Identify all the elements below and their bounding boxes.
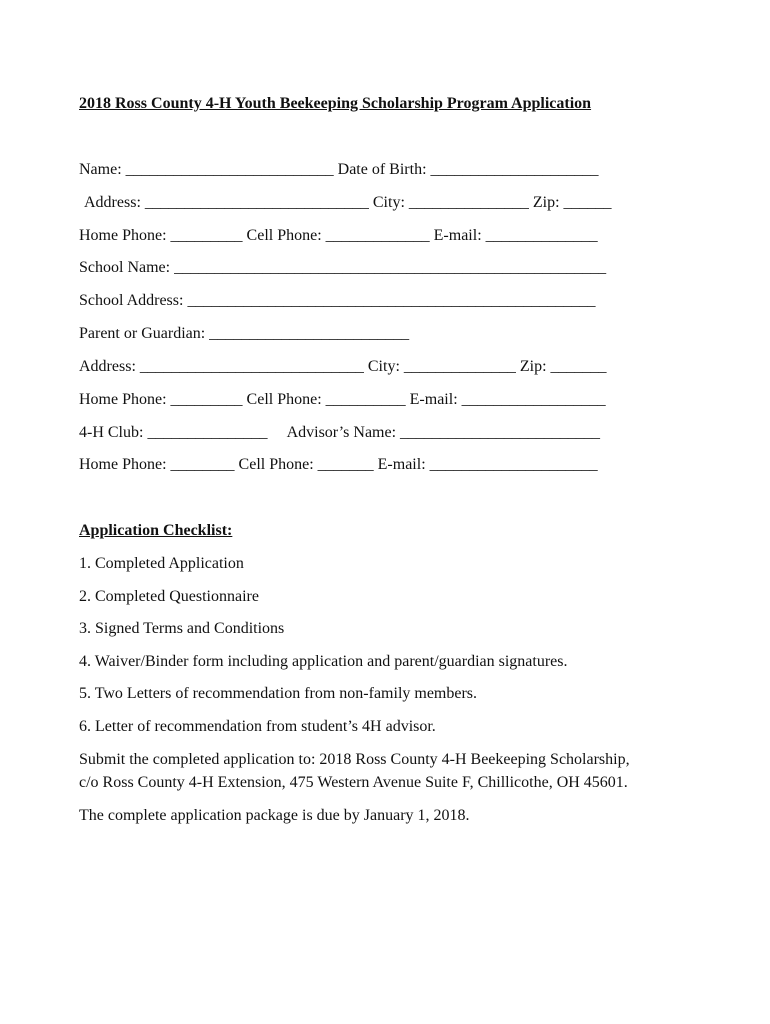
- parent-guardian-line: Parent or Guardian: _________________________: [79, 325, 410, 342]
- advisor-phone-email-line: Home Phone: ________ Cell Phone: _______ E-mail: _____________________: [79, 456, 598, 473]
- school-address-line: School Address: ___________________________________________________: [79, 292, 596, 309]
- document-title: 2018 Ross County 4-H Youth Beekeeping Scholarship Program Application: [79, 95, 592, 112]
- guardian-phone-email-line: Home Phone: _________ Cell Phone: __________ E-mail: __________________: [79, 391, 606, 408]
- name-dob-line: Name: __________________________ Date of Birth: _____________________: [79, 161, 599, 178]
- club-advisor-line: 4-H Club: _______________ Advisor’s Name: _________________________: [79, 424, 601, 441]
- due-date-line: The complete application package is due by January 1, 2018.: [79, 807, 470, 824]
- checklist-item: 1. Completed Application: [79, 555, 244, 572]
- checklist-item: 4. Waiver/Binder form including application and parent/guardian signatures.: [79, 653, 568, 670]
- submit-instructions-line-2: c/o Ross County 4-H Extension, 475 Western Avenue Suite F, Chillicothe, OH 45601.: [79, 774, 628, 791]
- school-name-line: School Name: ______________________________________________________: [79, 259, 607, 276]
- address-line: Address: ____________________________ City: _______________ Zip: ______: [84, 194, 612, 211]
- checklist-item: 2. Completed Questionnaire: [79, 588, 259, 605]
- phone-email-line: Home Phone: _________ Cell Phone: _____________ E-mail: ______________: [79, 227, 598, 244]
- checklist-item: 6. Letter of recommendation from student’s 4H advisor.: [79, 718, 436, 735]
- checklist-heading: Application Checklist:: [79, 522, 233, 539]
- checklist-item: 3. Signed Terms and Conditions: [79, 620, 285, 637]
- guardian-address-line: Address: ____________________________ City: ______________ Zip: _______: [79, 358, 607, 375]
- submit-instructions-line-1: Submit the completed application to: 2018 Ross County 4-H Beekeeping Scholarship,: [79, 751, 630, 768]
- checklist-item: 5. Two Letters of recommendation from non-family members.: [79, 685, 478, 702]
